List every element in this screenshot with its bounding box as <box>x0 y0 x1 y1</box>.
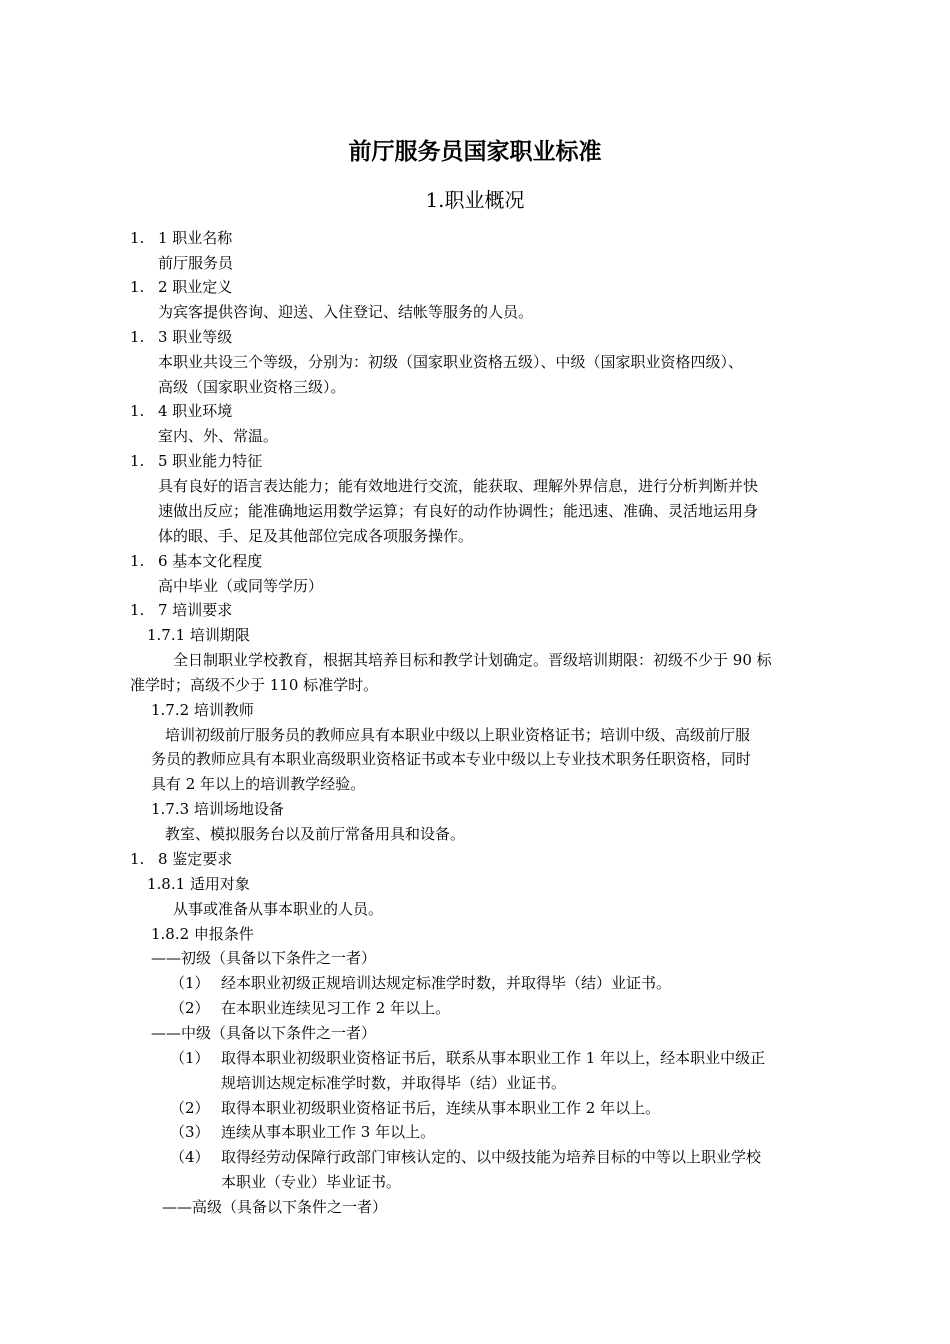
condition-text: 规培训达规定标准学时数，并取得毕（结）业证书。 <box>221 1074 567 1092</box>
level-label: ——初级（具备以下条件之一者） <box>151 949 377 967</box>
item-heading: 1 职业名称 <box>158 229 233 247</box>
list-number: 1. <box>130 452 145 470</box>
item-heading: 4 职业环境 <box>158 402 233 420</box>
item-heading: 8 鉴定要求 <box>158 850 233 868</box>
list-number: 1. <box>130 328 145 346</box>
condition-number: （2） <box>170 999 210 1017</box>
list-number: 1. <box>130 552 145 570</box>
item-body: 高中毕业（或同等学历） <box>158 577 324 595</box>
item-heading: 3 职业等级 <box>158 328 233 346</box>
list-number: 1. <box>130 402 145 420</box>
condition-number: （2） <box>170 1099 210 1117</box>
subsection-body: 从事或准备从事本职业的人员。 <box>173 900 384 918</box>
item-heading: 2 职业定义 <box>158 278 233 296</box>
subsection-heading: 1.8.2 申报条件 <box>151 925 254 943</box>
item-body: 前厅服务员 <box>158 254 234 272</box>
subsection-body: 教室、模拟服务台以及前厅常备用具和设备。 <box>165 825 466 843</box>
item-body: 速做出反应；能准确地运用数学运算；有良好的动作协调性；能迅速、准确、灵活地运用身 <box>158 502 759 520</box>
condition-text: 取得经劳动保障行政部门审核认定的、以中级技能为培养目标的中等以上职业学校 <box>221 1148 762 1166</box>
item-body: 高级（国家职业资格三级）。 <box>158 378 346 396</box>
condition-text: 取得本职业初级职业资格证书后，连续从事本职业工作 2 年以上。 <box>221 1099 661 1117</box>
level-label: ——中级（具备以下条件之一者） <box>151 1024 377 1042</box>
condition-text: 本职业（专业）毕业证书。 <box>221 1173 402 1191</box>
condition-text: 在本职业连续见习工作 2 年以上。 <box>221 999 451 1017</box>
subsection-body: 准学时；高级不少于 110 标准学时。 <box>130 676 379 694</box>
condition-number: （4） <box>170 1148 210 1166</box>
condition-text: 连续从事本职业工作 3 年以上。 <box>221 1123 436 1141</box>
condition-text: 经本职业初级正规培训达规定标准学时数，并取得毕（结）业证书。 <box>221 974 672 992</box>
level-label: ——高级（具备以下条件之一者） <box>162 1198 388 1216</box>
list-number: 1. <box>130 229 145 247</box>
list-number: 1. <box>130 850 145 868</box>
document-title: 前厅服务员国家职业标准 <box>348 138 602 165</box>
section-title: 1.职业概况 <box>425 188 525 212</box>
condition-number: （1） <box>170 974 210 992</box>
item-heading: 7 培训要求 <box>158 601 233 619</box>
item-heading: 5 职业能力特征 <box>158 452 263 470</box>
item-body: 具有良好的语言表达能力；能有效地进行交流，能获取、理解外界信息，进行分析判断并快 <box>158 477 759 495</box>
subsection-heading: 1.7.2 培训教师 <box>151 701 254 719</box>
item-body: 为宾客提供咨询、迎送、入住登记、结帐等服务的人员。 <box>158 303 534 321</box>
item-body: 室内、外、常温。 <box>158 427 279 445</box>
item-body: 体的眼、手、足及其他部位完成各项服务操作。 <box>158 527 474 545</box>
subsection-body: 培训初级前厅服务员的教师应具有本职业中级以上职业资格证书；培训中级、高级前厅服 <box>165 726 751 744</box>
subsection-body: 具有 2 年以上的培训教学经验。 <box>151 775 366 793</box>
list-number: 1. <box>130 278 145 296</box>
item-body: 本职业共设三个等级，分别为：初级（国家职业资格五级）、中级（国家职业资格四级）、 <box>158 353 744 371</box>
subsection-heading: 1.7.1 培训期限 <box>147 626 250 644</box>
subsection-heading: 1.7.3 培训场地设备 <box>151 800 284 818</box>
list-number: 1. <box>130 601 145 619</box>
item-heading: 6 基本文化程度 <box>158 552 263 570</box>
subsection-heading: 1.8.1 适用对象 <box>147 875 250 893</box>
condition-number: （3） <box>170 1123 210 1141</box>
condition-number: （1） <box>170 1049 210 1067</box>
subsection-body: 务员的教师应具有本职业高级职业资格证书或本专业中级以上专业技术职务任职资格，同时 <box>151 750 752 768</box>
subsection-body: 全日制职业学校教育，根据其培养目标和教学计划确定。晋级培训期限：初级不少于 90 标 <box>173 651 772 669</box>
condition-text: 取得本职业初级职业资格证书后，联系从事本职业工作 1 年以上，经本职业中级正 <box>221 1049 766 1067</box>
